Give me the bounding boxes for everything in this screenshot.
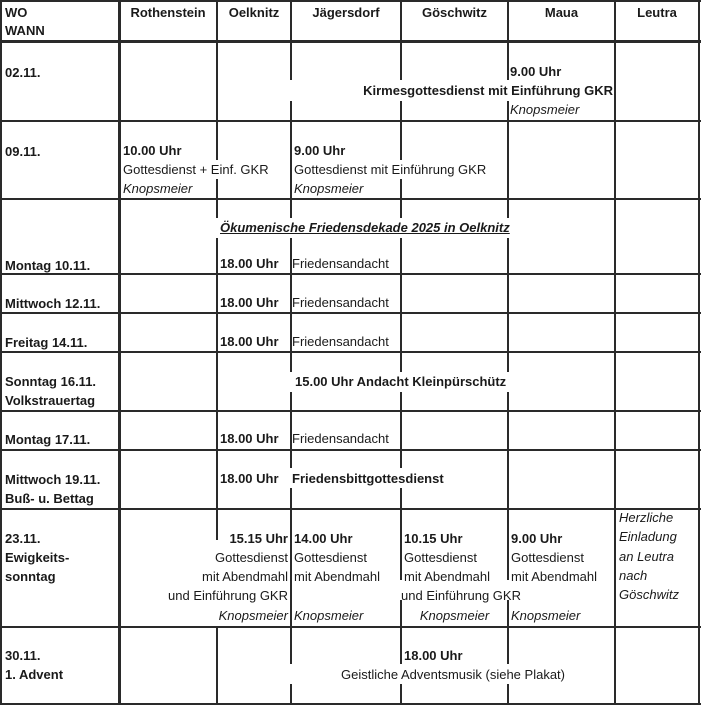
event-time: 9.00 Uhr — [511, 531, 563, 546]
leutra-note: Herzliche — [619, 510, 674, 525]
section-title: Ökumenische Friedensdekade 2025 in Oelknitz — [220, 220, 510, 235]
row-date: 02.11. — [5, 65, 41, 80]
header-divider — [0, 40, 701, 43]
event-time: 10.15 Uhr — [404, 531, 463, 546]
header-goeschwitz: Göschwitz — [421, 5, 487, 20]
event-title: 15.00 Uhr Andacht Kleinpürschütz — [295, 374, 507, 389]
row-divider — [0, 410, 701, 412]
event-time: 18.00 Uhr — [220, 334, 279, 349]
event-title: Friedensandacht — [292, 431, 389, 446]
event-time: 18.00 Uhr — [404, 648, 463, 663]
header-leutra: Leutra — [637, 5, 677, 20]
row-divider — [0, 626, 701, 628]
row-date: Mittwoch 12.11. — [5, 296, 101, 311]
event-title: Friedensandacht — [292, 295, 389, 310]
row-divider — [0, 0, 701, 2]
event-title: mit Abendmahl — [202, 569, 288, 584]
leutra-note: an Leutra — [619, 549, 674, 564]
event-time: 18.00 Uhr — [220, 431, 279, 446]
header-maua: Maua — [544, 5, 579, 20]
event-title: Friedensandacht — [292, 334, 389, 349]
event-title: Gottesdienst + Einf. GKR — [123, 162, 269, 177]
event-title: Geistliche Adventsmusik (siehe Plakat) — [341, 667, 565, 682]
event-time: 18.00 Uhr — [220, 295, 279, 310]
row-date-note: 1. Advent — [5, 667, 64, 682]
event-time: 9.00 Uhr — [510, 64, 562, 79]
event-time: 18.00 Uhr — [220, 471, 279, 486]
row-divider — [0, 449, 701, 451]
row-divider — [0, 120, 701, 122]
event-pastor: Knopsmeier — [511, 608, 581, 623]
event-time: 15.15 Uhr — [229, 531, 288, 546]
row-divider — [0, 351, 701, 353]
row-date-note: Ewigkeits- — [5, 550, 70, 565]
row-date: Freitag 14.11. — [5, 335, 88, 350]
leutra-note: nach — [619, 568, 648, 583]
event-time: 14.00 Uhr — [294, 531, 353, 546]
row-divider — [0, 273, 701, 275]
event-title: und Einführung GKR — [168, 588, 288, 603]
row-date-note: sonntag — [5, 569, 56, 584]
event-title: mit Abendmahl — [511, 569, 597, 584]
col-divider — [614, 0, 616, 705]
row-date: Montag 10.11. — [5, 258, 91, 273]
event-pastor: Knopsmeier — [123, 181, 193, 196]
header-rothenstein: Rothenstein — [130, 5, 206, 20]
col-divider — [290, 0, 292, 705]
event-time: 10.00 Uhr — [123, 143, 182, 158]
leutra-note: Einladung — [619, 529, 677, 544]
event-title: mit Abendmahl — [404, 569, 490, 584]
event-title: Kirmesgottesdienst mit Einführung GKR — [363, 83, 613, 98]
event-time: 9.00 Uhr — [294, 143, 346, 158]
row-divider — [0, 312, 701, 314]
event-title: Gottesdienst — [404, 550, 477, 565]
event-title: Gottesdienst mit Einführung GKR — [294, 162, 487, 177]
event-title: und Einführung GKR — [401, 588, 521, 603]
event-pastor: Knopsmeier — [218, 608, 288, 623]
event-pastor: Knopsmeier — [294, 181, 364, 196]
header-wo: WO — [5, 5, 28, 20]
event-time: 18.00 Uhr — [220, 256, 279, 271]
header-oelknitz: Oelknitz — [228, 5, 280, 20]
event-title: Gottesdienst — [511, 550, 584, 565]
row-divider — [0, 508, 701, 510]
event-pastor: Knopsmeier — [419, 608, 490, 623]
col-divider — [698, 0, 700, 705]
row-date: 23.11. — [5, 531, 41, 546]
row-date: Montag 17.11. — [5, 432, 91, 447]
header-jaegersdorf: Jägersdorf — [312, 5, 380, 20]
event-title: mit Abendmahl — [294, 569, 380, 584]
row-date: Mittwoch 19.11. — [5, 472, 101, 487]
row-date: Sonntag 16.11. — [5, 374, 97, 389]
row-divider — [0, 198, 701, 200]
event-title: Gottesdienst — [215, 550, 288, 565]
event-pastor: Knopsmeier — [294, 608, 364, 623]
row-date: 30.11. — [5, 648, 41, 663]
row-date-note: Buß- u. Bettag — [5, 491, 94, 506]
leutra-note: Göschwitz — [619, 587, 679, 602]
event-pastor: Knopsmeier — [510, 102, 580, 117]
event-title: Friedensbittgottesdienst — [292, 471, 444, 486]
row-date: 09.11. — [5, 144, 41, 159]
row-date-note: Volkstrauertag — [5, 393, 96, 408]
header-wann: WANN — [5, 23, 45, 38]
event-title: Friedensandacht — [292, 256, 389, 271]
col-divider — [0, 0, 2, 705]
event-title: Gottesdienst — [294, 550, 367, 565]
